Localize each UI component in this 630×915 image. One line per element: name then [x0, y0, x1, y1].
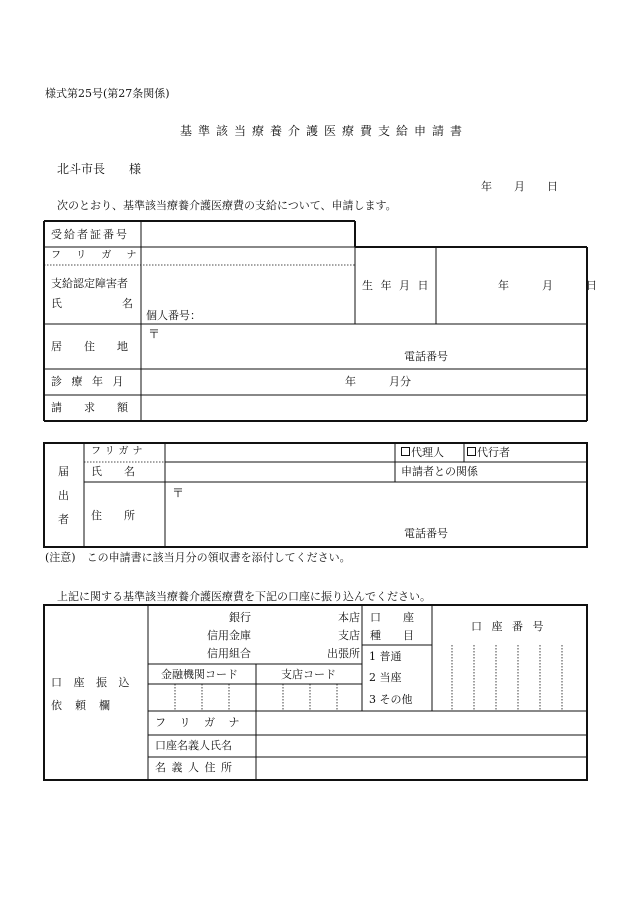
applicant-furigana-label: フリガナ: [91, 446, 147, 457]
account-type-label-1: 口 座: [370, 611, 414, 624]
holder-name-label: 口座名義人氏名: [155, 739, 232, 752]
birth-date-value: 年 月 日: [498, 279, 597, 292]
postal-mark: 〒: [148, 327, 161, 341]
checkbox-icon: [401, 447, 410, 456]
addressee: 北斗市長 様: [57, 162, 142, 176]
furigana-label: フ リ ガ ナ: [51, 250, 143, 261]
account-type-ordinary[interactable]: 1 普通: [369, 650, 402, 663]
proxy-checkbox[interactable]: [467, 447, 510, 458]
institution-type-bank: 銀行: [229, 611, 251, 624]
side-label-char-3: 者: [58, 513, 69, 526]
branch-code-label: 支店コード: [281, 668, 336, 681]
application-date: 年 月 日: [481, 180, 558, 193]
branch-type-branch: 支店: [338, 629, 360, 642]
bank-intro-text: 上記に関する基準該当療養介護医療費を下記の口座に振り込んでください。: [57, 590, 431, 603]
personal-number-label: 個人番号：: [146, 309, 201, 322]
side-label-char-1: 届: [58, 465, 69, 478]
applicant-phone-label: 電話番号: [404, 527, 448, 540]
period-label: 診 療 年 月: [51, 375, 127, 388]
account-number-label: 口 座 番 号: [471, 620, 547, 633]
applicant-address-label: 住 所: [91, 509, 135, 522]
bank-side-label-2: 依 頼 欄: [51, 699, 111, 712]
relation-label: 申請者との関係: [401, 465, 478, 478]
holder-furigana-label: フ リ ガ ナ: [155, 716, 245, 729]
account-type-label-2: 種 目: [370, 629, 414, 642]
checkbox-icon: [467, 447, 476, 456]
institution-type-credit-bank: 信用金庫: [207, 629, 251, 642]
period-value: 年 月分: [345, 375, 411, 388]
branch-type-main: 本店: [338, 611, 360, 624]
name-label: 支給認定障害者: [51, 277, 128, 290]
address-label: 居 住 地: [51, 340, 128, 353]
institution-code-label: 金融機関コード: [161, 668, 238, 681]
agent-option-label: 代理人: [411, 446, 444, 459]
bank-side-label-1: 口 座 振 込: [51, 676, 134, 689]
amount-label: 請 求 額: [51, 401, 128, 414]
agent-checkbox[interactable]: [401, 447, 444, 458]
phone-label: 電話番号: [404, 350, 448, 363]
holder-address-label: 名 義 人 住 所: [155, 761, 233, 774]
form-number: 様式第25号(第27条関係): [45, 87, 170, 100]
name-label-mei: 名: [122, 297, 133, 310]
name-label-shi: 氏: [51, 297, 62, 310]
proxy-option-label: 代行者: [477, 446, 510, 459]
applicant-name-label: 氏 名: [91, 465, 135, 478]
account-type-other[interactable]: 3 その他: [369, 693, 413, 706]
applicant-postal-mark: 〒: [172, 486, 185, 500]
account-type-current[interactable]: 2 当座: [369, 671, 402, 684]
cert-number-label: 受給者証番号: [51, 228, 129, 241]
institution-type-credit-union: 信用組合: [207, 647, 251, 660]
side-label-char-2: 出: [58, 489, 69, 502]
branch-type-sub: 出張所: [327, 647, 360, 660]
birth-date-label: 生 年 月 日: [362, 279, 431, 292]
intro-text: 次のとおり、基準該当療養介護医療費の支給について、申請します。: [57, 199, 397, 212]
page-title: 基準該当療養介護医療費支給申請書: [180, 124, 469, 138]
note-text: (注意) この申請書に該当月分の領収書を添付してください。: [45, 551, 351, 564]
